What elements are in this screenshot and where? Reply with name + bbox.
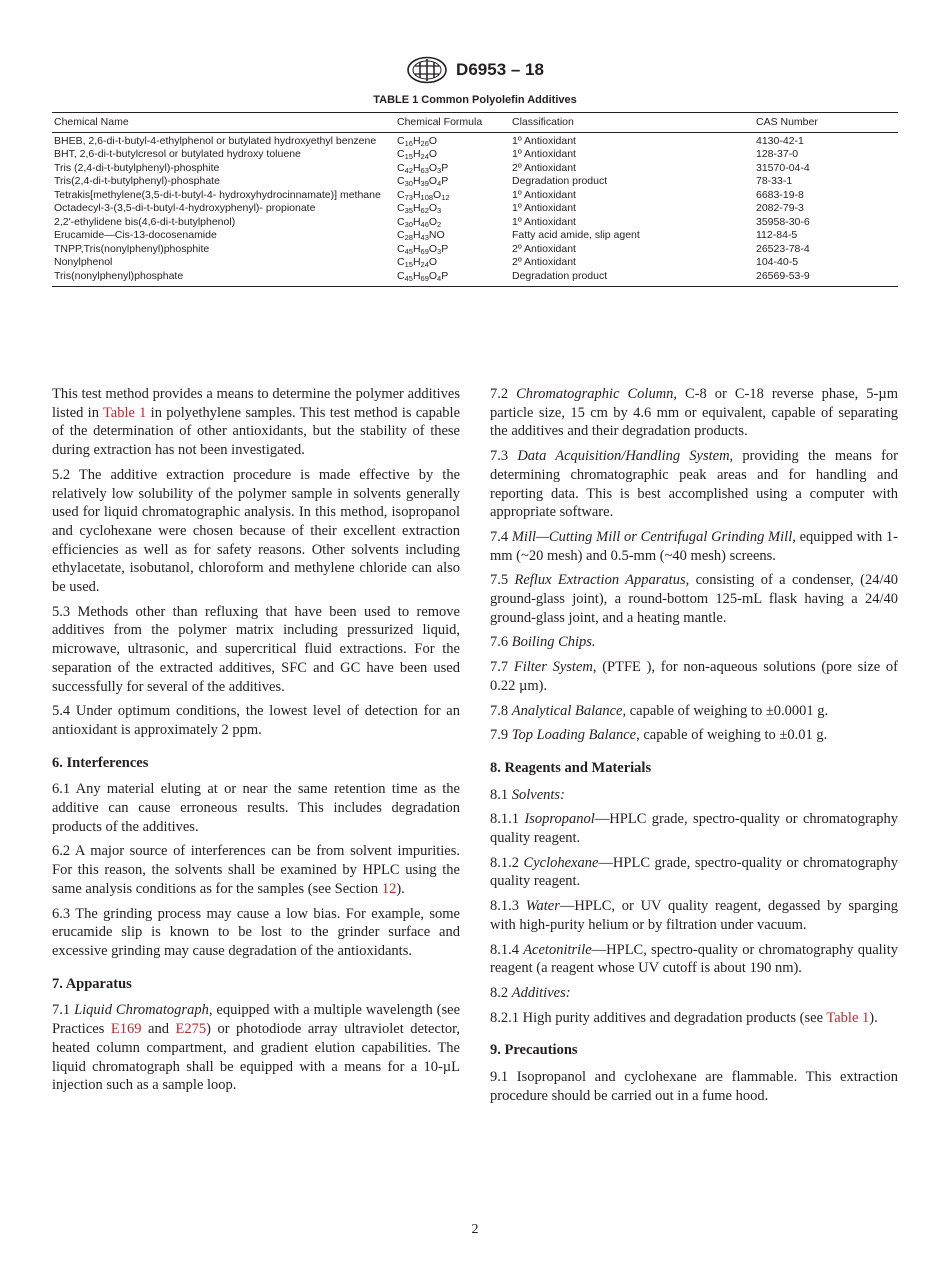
text: ) or photodiode array ultraviolet detector, heated column compartment, and gradient elution capabilities. The liquid chromatograph shall be equipped with a means for a 10-µL injection such as a sample loop. [52, 1021, 460, 1094]
formula-element: O [428, 202, 438, 214]
text: consisting of a condenser, (24/40 ground-glass joint), a round-bottom 125-mL flask having a 24/40 ground-glass joint, and a heating mantle. [490, 572, 899, 626]
cas-number-cell: 26523-78-4 [756, 242, 810, 255]
term: Boiling Chips. [511, 634, 596, 651]
table-row [52, 243, 898, 257]
chemical-name-cell: Octadecyl-3-(3,5-di-t-butyl-4-hydroxyphenyl)- propionate [54, 202, 316, 214]
classification-cell: 1º Antioxidant [512, 188, 576, 201]
chemical-name-cell: BHT, 2,6-di-t-butylcresol or butylated hydroxy toluene [54, 148, 301, 160]
additives-table [52, 112, 898, 287]
text: 8.2.1 High purity additives and degradation products (see [490, 1009, 827, 1026]
text: capable of weighing to ±0.0001 g. [626, 702, 829, 719]
text: 7.1 [52, 1002, 75, 1019]
table-row [52, 148, 898, 162]
classification-cell: 1º Antioxidant [512, 148, 576, 160]
text: and [141, 1021, 176, 1038]
section-heading-6: 6. Interferences [52, 754, 149, 771]
table-row [52, 175, 898, 189]
text: 7.8 [490, 702, 512, 719]
text: 7.3 [490, 448, 518, 465]
text: 8.1.4 [490, 941, 524, 958]
chemical-name-cell: Tris(2,4-di-t-butylphenyl)-phosphate [54, 175, 220, 187]
formula-subscript: 16 [404, 138, 413, 148]
cas-number-cell: 31570-04-4 [756, 161, 810, 174]
classification-cell: 2º Antioxidant [512, 242, 576, 255]
formula-element: H [412, 215, 421, 228]
section-12-link[interactable]: 12 [381, 880, 397, 897]
paragraph-6-1: 6.1 Any material eluting at or near the same retention time as the additive can cause erroneous results. This includes degradation products of the additives. [52, 781, 460, 835]
paragraph-8-1-1 [490, 810, 898, 847]
table-row [52, 270, 898, 284]
table-header-row [52, 113, 898, 133]
formula-subscript: 45 [404, 273, 413, 283]
classification-cell: 1º Antioxidant [512, 134, 576, 147]
term: Acetonitrile [523, 941, 592, 958]
text: 8.1.2 [490, 854, 524, 871]
term: Additives: [511, 984, 571, 1001]
formula-element: H [412, 161, 421, 174]
text: (PTFE ), for non-aqueous solutions (pore size of 0.22 µm). [490, 659, 898, 694]
document-designation: D6953 – 18 [456, 60, 544, 79]
classification-cell: 2º Antioxidant [512, 161, 576, 174]
chemical-formula-cell [397, 229, 512, 243]
e275-link[interactable]: E275 [175, 1021, 207, 1038]
formula-subscript: 28 [404, 233, 413, 242]
formula-element: O [428, 215, 438, 228]
formula-element: O [428, 148, 438, 160]
paragraph-7-9 [490, 726, 898, 745]
formula-element: H [412, 134, 421, 147]
chemical-formula-cell [397, 148, 512, 162]
paragraph-5-3: 5.3 Methods other than refluxing that have been used to remove additives from the polymer matrix including pressurized liquid, microwave, ultrasonic, and supercritical fluid extractions. For the separation of the extracted additives, SFC and GC have been used successfully for several of the additives. [52, 603, 460, 695]
formula-subscript: 46 [420, 219, 429, 229]
formula-element: C [397, 161, 405, 174]
table-row [52, 229, 898, 243]
formula-subscript: 43 [420, 233, 429, 242]
formula-subscript: 4 [437, 273, 442, 283]
paragraph-7-1 [52, 1001, 460, 1095]
classification-cell: Degradation product [512, 175, 608, 187]
text: in polyethylene samples. This test method is capable of the determination of other antioxidants, but the stability of these during extraction has not been investigated. [52, 404, 461, 459]
formula-subscript: 24 [420, 260, 429, 269]
formula-element: C [397, 269, 405, 282]
paragraph-8-1-4 [490, 941, 898, 978]
chemical-name-cell: TNPP,Tris(nonylphenyl)phosphite [54, 242, 210, 255]
table-1-link[interactable]: Table 1 [826, 1009, 870, 1026]
chemical-formula-cell [397, 189, 512, 203]
header-cas-number: CAS Number [756, 116, 818, 128]
formula-element: C [397, 148, 405, 160]
paragraph-7-3 [490, 447, 898, 522]
formula-subscript: 26 [420, 138, 429, 148]
paragraph-8-2 [490, 984, 898, 1003]
cas-number-cell: 2082-79-3 [756, 202, 804, 214]
formula-subscript: 12 [441, 192, 450, 202]
paragraph-7-2 [490, 385, 898, 441]
text: providing the means for determining chromatographic peak areas and for handling and reporting data. This is best accomplished using a computer with appropriate software. [490, 448, 898, 521]
text: 6.2 A major source of interferences can be from solvent impurities. For this reason, the solvents shall be examined by HPLC using the same analysis conditions as for the samples (see Section [52, 843, 460, 897]
text: capable of weighing to ±0.01 g. [639, 727, 828, 744]
formula-element: H [412, 202, 421, 214]
formula-subscript: 2 [437, 219, 442, 229]
formula-subscript: 108 [420, 192, 434, 202]
formula-subscript: 69 [420, 246, 429, 256]
paragraph-7-8 [490, 702, 898, 721]
formula-subscript: 42 [404, 165, 413, 175]
formula-subscript: 4 [437, 179, 442, 188]
left-column [52, 385, 460, 1101]
text: equipped with a multiple wavelength (see Practices [52, 1002, 461, 1038]
term: Mill—Cutting Mill or Centrifugal Grinding Mill, [511, 528, 796, 545]
paragraph-8-1 [490, 786, 898, 805]
cas-number-cell: 26569-53-9 [756, 269, 810, 282]
formula-element: P [441, 175, 449, 187]
classification-cell: 1º Antioxidant [512, 215, 576, 228]
term: Top Loading Balance, [511, 727, 640, 744]
cas-number-cell: 4130-42-1 [756, 134, 804, 147]
table-row [52, 135, 898, 149]
classification-cell: 1º Antioxidant [512, 202, 576, 214]
classification-cell: 2º Antioxidant [512, 256, 576, 268]
formula-element: C [397, 134, 405, 147]
formula-element: C [397, 242, 405, 255]
chemical-formula-cell [397, 162, 512, 176]
chemical-formula-cell [397, 135, 512, 149]
paragraph-7-4 [490, 528, 898, 565]
cas-number-cell: 78-33-1 [756, 175, 793, 187]
paragraph-8-2-1 [490, 1009, 898, 1028]
chemical-name-cell: Tetrakis[methylene(3,5-di-t-butyl-4- hydroxyhydrocinnamate)] methane [54, 188, 381, 201]
paragraph-7-7 [490, 658, 898, 695]
formula-subscript: 63 [420, 165, 429, 175]
chemical-name-cell: 2,2'-ethylidene bis(4,6-di-t-butylphenol) [54, 215, 236, 228]
table-1-link[interactable]: Table 1 [102, 404, 147, 421]
term: Liquid Chromatograph, [74, 1002, 213, 1019]
formula-subscript: 30 [404, 179, 413, 188]
text: 8.2 [490, 984, 512, 1001]
formula-subscript: 30 [404, 219, 413, 229]
formula-element: C [397, 215, 405, 228]
text: —HPLC, spectro-quality or chromatography quality reagent (a reagent whose UV cutoff is about 190 nm). [490, 941, 898, 977]
formula-subscript: 15 [404, 260, 413, 269]
formula-element: O [428, 256, 438, 268]
text: 7.7 [490, 659, 514, 676]
formula-element: H [412, 188, 421, 201]
text: 7.4 [490, 528, 512, 545]
text: 7.6 [490, 634, 512, 651]
formula-element: O [428, 269, 438, 282]
formula-element: P [441, 161, 449, 174]
chemical-formula-cell [397, 256, 512, 270]
formula-element: C [397, 188, 405, 201]
term: Analytical Balance, [511, 702, 627, 719]
formula-element: H [412, 242, 421, 255]
table-row [52, 189, 898, 203]
formula-element: O [433, 188, 442, 201]
astm-logo-icon [406, 56, 448, 84]
paragraph-5-1 [52, 385, 460, 460]
chemical-formula-cell [397, 202, 512, 216]
term: Cyclohexane [523, 854, 599, 871]
formula-element: O [428, 161, 438, 174]
formula-subscript: 3 [437, 206, 442, 215]
term: Chromatographic Column, [516, 386, 678, 402]
paragraph-5-4: 5.4 Under optimum conditions, the lowest level of detection for an antioxidant is approximately 2 ppm. [52, 703, 460, 738]
formula-element: C [397, 202, 405, 214]
formula-element: C [397, 229, 405, 241]
formula-subscript: 3 [437, 165, 442, 175]
text: ). [869, 1009, 878, 1026]
paragraph-5-2: 5.2 The additive extraction procedure is made effective by the relatively low solubility of the polymer sample in solvents generally used for liquid chromatographic analysis. In this method, isopropanol and cyclohexane were chosen because of their excellent extraction efficiencies as well as for safety reasons. Other solvents including ethylacetate, isobutanol, chloroform and methylene chloride can also be used. [52, 466, 460, 596]
cas-number-cell: 35958-30-6 [756, 215, 810, 228]
text: —HPLC grade, spectro-quality or chromatography quality reagent. [490, 854, 898, 890]
classification-cell: Degradation product [512, 269, 608, 282]
table-row [52, 162, 898, 176]
formula-element: P [441, 242, 449, 255]
chemical-formula-cell [397, 243, 512, 257]
formula-element: O [428, 175, 438, 187]
text: 7.2 [490, 386, 517, 402]
formula-subscript: 39 [420, 179, 429, 188]
formula-subscript: 62 [420, 206, 429, 215]
formula-subscript: 45 [404, 246, 413, 256]
cas-number-cell: 6683-19-8 [756, 188, 804, 201]
formula-element: NO [428, 229, 445, 241]
section-heading-9: 9. Precautions [490, 1042, 578, 1059]
formula-subscript: 73 [404, 192, 413, 202]
chemical-name-cell: Erucamide—Cis-13-docosenamide [54, 229, 217, 241]
right-column [490, 385, 898, 1112]
cas-number-cell: 104-40-5 [756, 256, 799, 268]
cas-number-cell: 128-37-0 [756, 148, 799, 160]
section-heading-7: 7. Apparatus [52, 975, 132, 992]
formula-subscript: 35 [404, 206, 413, 215]
text: —HPLC, or UV quality reagent, degassed by sparging with high-purity helium or by filtration under vacuum. [490, 898, 898, 933]
chemical-formula-cell [397, 175, 512, 189]
page-number: 2 [471, 1222, 479, 1237]
term: Isopropanol [524, 811, 595, 828]
formula-subscript: 24 [420, 152, 429, 161]
page-header [0, 56, 950, 84]
paragraph-6-2 [52, 842, 460, 898]
paragraph-6-3: 6.3 The grinding process may cause a low bias. For example, some erucamide slip is known to be lost to the grinder surface and excessive grinding may cause degradation of the antioxidants. [52, 905, 460, 959]
header-chemical-formula: Chemical Formula [397, 116, 483, 128]
header-classification: Classification [512, 116, 574, 128]
formula-subscript: 3 [437, 246, 442, 256]
table-row [52, 216, 898, 230]
e169-link[interactable]: E169 [110, 1021, 142, 1038]
formula-subscript: 69 [420, 273, 429, 283]
header-chemical-name: Chemical Name [54, 116, 129, 128]
table-body [52, 133, 898, 287]
chemical-name-cell: BHEB, 2,6-di-t-butyl-4-ethylphenol or butylated hydroxyethyl benzene [54, 134, 377, 147]
paragraph-7-6 [490, 633, 898, 652]
text: 8.1.1 [490, 811, 525, 828]
chemical-formula-cell [397, 270, 512, 284]
term: Reflux Extraction Apparatus, [514, 572, 690, 589]
text: C-8 or C-18 reverse phase, 5-µm particle size, 15 cm by 4.6 mm or equivalent, capable of separating the additives and their degradation products. [490, 386, 899, 440]
table-row [52, 256, 898, 270]
section-heading-8: 8. Reagents and Materials [490, 759, 652, 776]
formula-element: C [397, 256, 405, 268]
table-row [52, 202, 898, 216]
text: equipped with 1-mm (~20 mesh) and 0.5-mm (~40 mesh) screens. [490, 528, 899, 564]
cas-number-cell: 112-84-5 [756, 229, 798, 241]
formula-element: C [397, 175, 405, 187]
text: 7.5 [490, 572, 515, 589]
formula-element: H [412, 229, 421, 241]
text: —HPLC grade, spectro-quality or chromatography quality reagent. [490, 811, 898, 847]
text: 7.9 [490, 727, 512, 744]
formula-element: O [428, 242, 438, 255]
table-title: TABLE 1 Common Polyolefin Additives [373, 94, 577, 106]
paragraph-8-1-2 [490, 854, 898, 891]
chemical-name-cell: Tris(nonylphenyl)phosphate [54, 269, 184, 282]
formula-element: H [412, 269, 421, 282]
paragraph-7-5 [490, 571, 898, 627]
term: Water [525, 898, 560, 915]
paragraph-9-1: 9.1 Isopropanol and cyclohexane are flammable. This extraction procedure should be carried out in a fume hood. [490, 1069, 898, 1104]
text: This test method provides a means to determine the polymer additives listed in [52, 386, 460, 421]
formula-element: H [412, 175, 421, 187]
chemical-formula-cell [397, 216, 512, 230]
chemical-name-cell: Nonylphenol [54, 256, 113, 268]
text: 8.1 [490, 786, 512, 803]
classification-cell: Fatty acid amide, slip agent [512, 229, 640, 241]
text: 8.1.3 [490, 898, 526, 915]
formula-element: P [441, 269, 449, 282]
chemical-name-cell: Tris (2,4-di-t-butylphenyl)-phosphite [54, 161, 220, 174]
formula-element: H [412, 256, 421, 268]
formula-subscript: 15 [404, 152, 413, 161]
term: Filter System, [513, 659, 597, 676]
term: Solvents: [511, 786, 565, 803]
formula-element: O [428, 134, 438, 147]
term: Data Acquisition/Handling System, [517, 448, 734, 465]
text: ). [396, 880, 405, 897]
paragraph-8-1-3 [490, 897, 898, 934]
formula-element: H [412, 148, 421, 160]
